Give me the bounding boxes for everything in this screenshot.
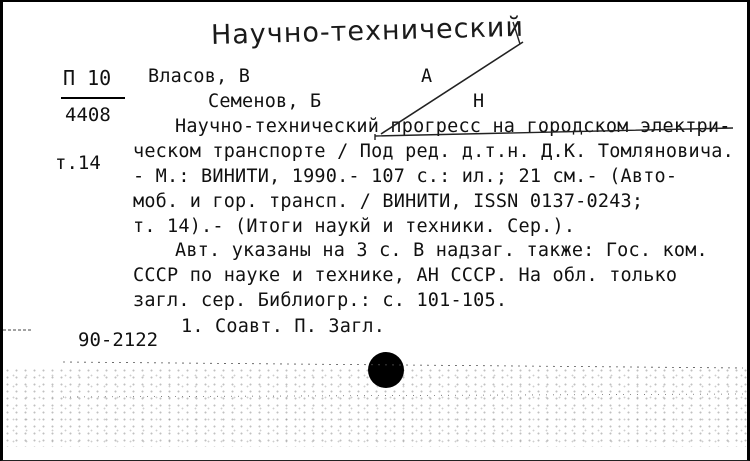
pencil-tick-mark <box>513 22 520 44</box>
pencil-slash-mark <box>381 42 523 134</box>
tracing-line: 1. Соавт. П. Загл. <box>181 316 386 337</box>
author-second-mark: Н <box>473 91 485 112</box>
card-markings <box>3 2 750 461</box>
index-number: 4408 <box>65 104 111 126</box>
note-line-2: СССР по науке и технике, АН СССР. На обл. только <box>133 265 678 286</box>
entry-line-1: Научно-технический прогресс на городском электри- <box>175 116 731 137</box>
entry-line-5: т. 14).- (Итоги наукй и техники. Сер.). <box>133 216 576 237</box>
note-line-3: загл. сер. Библиогр.: с. 101-105. <box>133 290 508 311</box>
accession-number: 90-2122 <box>78 329 159 351</box>
note-line-1: Авт. указаны на 3 с. В надзаг. также: Гос. ком. <box>175 240 708 261</box>
author-first-mark: А <box>421 66 433 87</box>
author-second: Семенов, Б <box>208 91 322 112</box>
author-first: Власов, В <box>148 66 251 87</box>
entry-line-3: - М.: ВИНИТИ, 1990.- 107 с.: ил.; 21 см.- (Авто- <box>133 166 678 187</box>
classification-code: П 10 <box>63 66 112 90</box>
handwritten-heading: Научно-технический <box>210 11 525 51</box>
pencil-underline-mark <box>375 128 733 140</box>
volume-number: т.14 <box>55 152 101 174</box>
entry-line-4: моб. и гор. трансп. / ВИНИТИ, ISSN 0137-0243; <box>133 191 644 212</box>
entry-line-2: ческом транспорте / Под ред. д.т.н. Д.К. Томляновича. <box>133 141 734 162</box>
scan-line-artifact <box>63 394 743 397</box>
punch-hole <box>368 352 404 388</box>
